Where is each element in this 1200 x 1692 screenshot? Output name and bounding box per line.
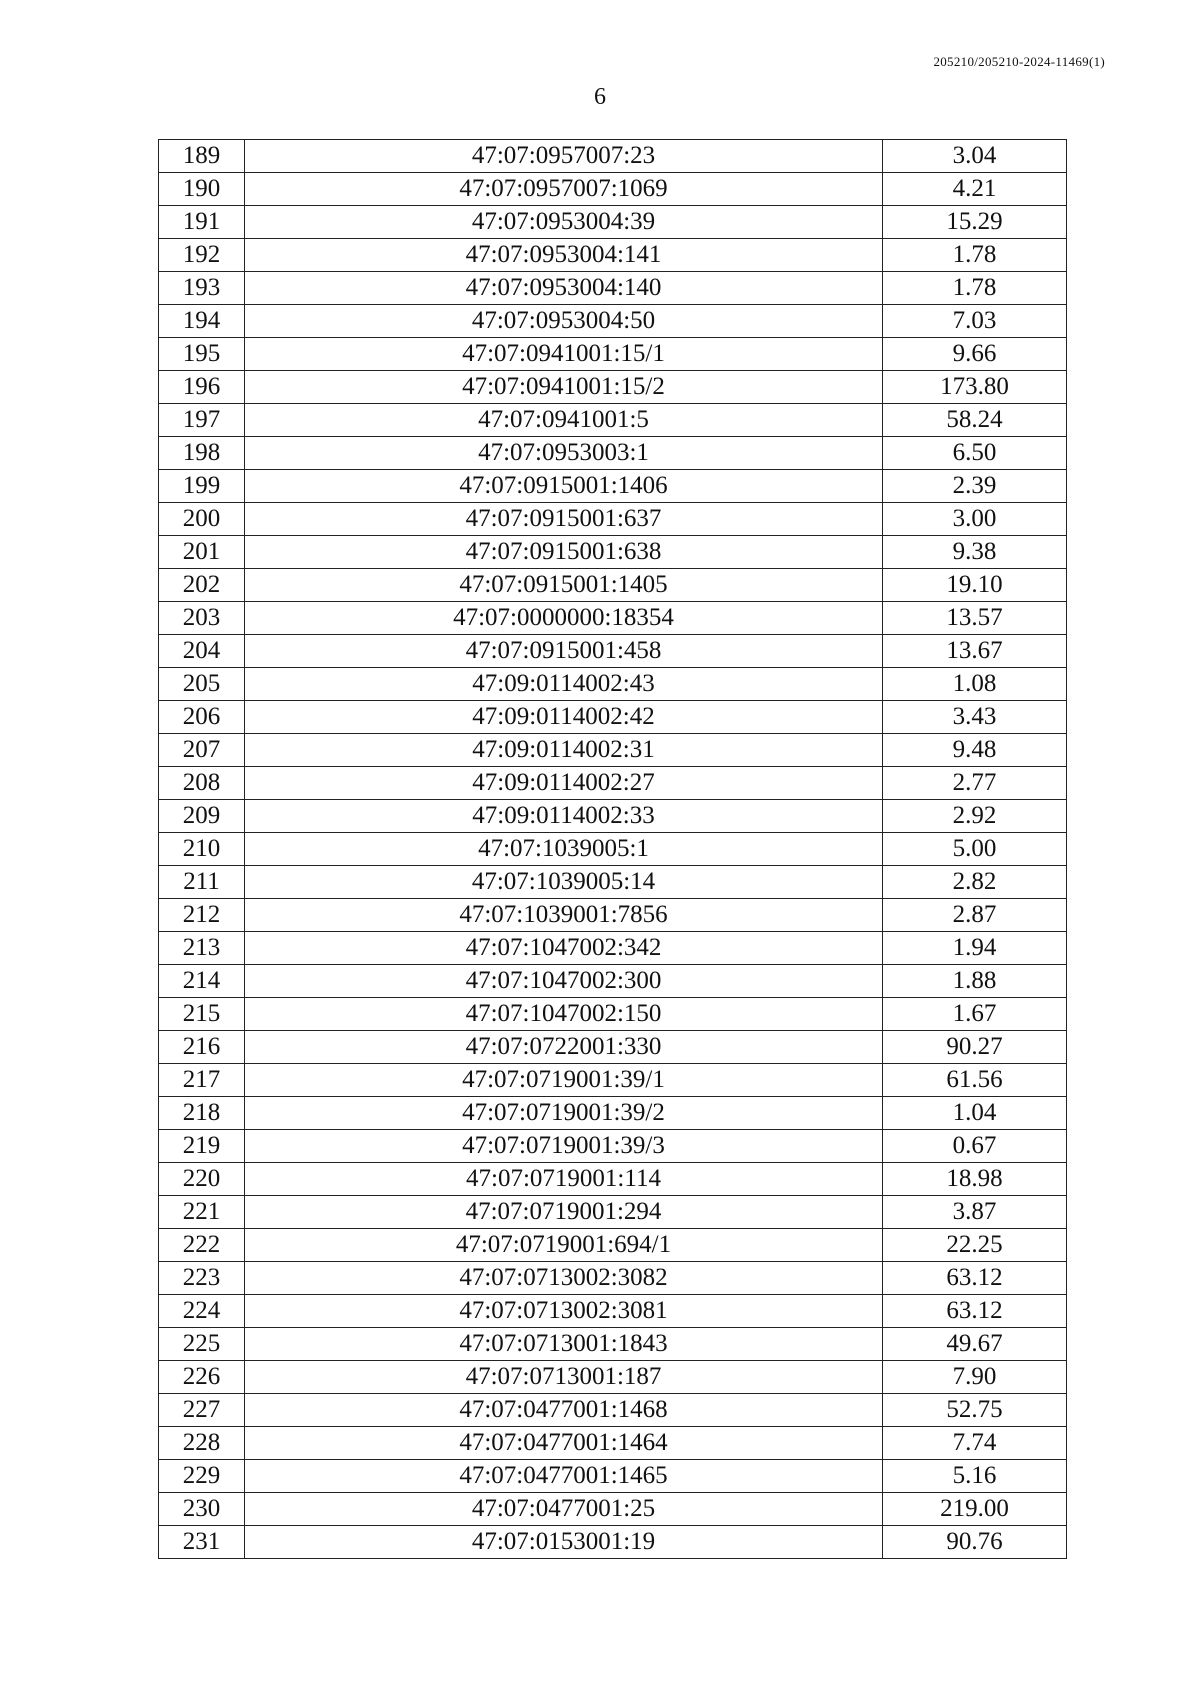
table-row bbox=[159, 1460, 1067, 1493]
area-cell: 19.10 bbox=[883, 569, 1067, 602]
cadastral-number-cell: 47:09:0114002:27 bbox=[245, 767, 883, 800]
cadastral-number-cell: 47:07:1039005:14 bbox=[245, 866, 883, 899]
cadastral-number-cell: 47:07:0153001:19 bbox=[245, 1526, 883, 1559]
row-number-cell: 203 bbox=[159, 602, 245, 635]
area-cell: 13.57 bbox=[883, 602, 1067, 635]
cadastral-number-cell: 47:07:0713001:1843 bbox=[245, 1328, 883, 1361]
cadastral-number-cell: 47:07:1047002:300 bbox=[245, 965, 883, 998]
table-row bbox=[159, 404, 1067, 437]
row-number-cell: 205 bbox=[159, 668, 245, 701]
area-cell: 2.77 bbox=[883, 767, 1067, 800]
row-number-cell: 207 bbox=[159, 734, 245, 767]
area-cell: 1.94 bbox=[883, 932, 1067, 965]
area-cell: 63.12 bbox=[883, 1262, 1067, 1295]
cadastral-number-cell: 47:07:0915001:638 bbox=[245, 536, 883, 569]
area-cell: 9.66 bbox=[883, 338, 1067, 371]
row-number-cell: 227 bbox=[159, 1394, 245, 1427]
cadastral-number-cell: 47:07:0477001:1468 bbox=[245, 1394, 883, 1427]
table-row bbox=[159, 338, 1067, 371]
table-row bbox=[159, 932, 1067, 965]
area-cell: 6.50 bbox=[883, 437, 1067, 470]
row-number-cell: 194 bbox=[159, 305, 245, 338]
table-row bbox=[159, 1493, 1067, 1526]
row-number-cell: 231 bbox=[159, 1526, 245, 1559]
area-cell: 1.04 bbox=[883, 1097, 1067, 1130]
cadastral-number-cell: 47:07:0719001:114 bbox=[245, 1163, 883, 1196]
table-row bbox=[159, 1196, 1067, 1229]
row-number-cell: 196 bbox=[159, 371, 245, 404]
cadastral-number-cell: 47:07:0713002:3082 bbox=[245, 1262, 883, 1295]
table-row bbox=[159, 668, 1067, 701]
row-number-cell: 222 bbox=[159, 1229, 245, 1262]
area-cell: 90.76 bbox=[883, 1526, 1067, 1559]
row-number-cell: 201 bbox=[159, 536, 245, 569]
table-row bbox=[159, 1097, 1067, 1130]
table-row bbox=[159, 1394, 1067, 1427]
cadastral-number-cell: 47:09:0114002:33 bbox=[245, 800, 883, 833]
cadastral-number-cell: 47:07:0953004:140 bbox=[245, 272, 883, 305]
cadastral-number-cell: 47:07:0477001:25 bbox=[245, 1493, 883, 1526]
row-number-cell: 206 bbox=[159, 701, 245, 734]
table-row bbox=[159, 1229, 1067, 1262]
cadastral-number-cell: 47:07:0722001:330 bbox=[245, 1031, 883, 1064]
cadastral-number-cell: 47:07:0957007:23 bbox=[245, 140, 883, 173]
area-cell: 3.00 bbox=[883, 503, 1067, 536]
row-number-cell: 211 bbox=[159, 866, 245, 899]
table-row bbox=[159, 1427, 1067, 1460]
area-cell: 49.67 bbox=[883, 1328, 1067, 1361]
row-number-cell: 216 bbox=[159, 1031, 245, 1064]
area-cell: 3.04 bbox=[883, 140, 1067, 173]
cadastral-number-cell: 47:07:1039005:1 bbox=[245, 833, 883, 866]
row-number-cell: 228 bbox=[159, 1427, 245, 1460]
area-cell: 5.00 bbox=[883, 833, 1067, 866]
area-cell: 7.74 bbox=[883, 1427, 1067, 1460]
area-cell: 90.27 bbox=[883, 1031, 1067, 1064]
row-number-cell: 204 bbox=[159, 635, 245, 668]
row-number-cell: 230 bbox=[159, 1493, 245, 1526]
row-number-cell: 199 bbox=[159, 470, 245, 503]
area-cell: 173.80 bbox=[883, 371, 1067, 404]
table-row bbox=[159, 569, 1067, 602]
row-number-cell: 213 bbox=[159, 932, 245, 965]
cadastral-number-cell: 47:09:0114002:42 bbox=[245, 701, 883, 734]
area-cell: 1.78 bbox=[883, 239, 1067, 272]
table-row bbox=[159, 734, 1067, 767]
row-number-cell: 225 bbox=[159, 1328, 245, 1361]
row-number-cell: 214 bbox=[159, 965, 245, 998]
area-cell: 5.16 bbox=[883, 1460, 1067, 1493]
table-row bbox=[159, 1295, 1067, 1328]
cadastral-number-cell: 47:07:0941001:5 bbox=[245, 404, 883, 437]
table-row bbox=[159, 767, 1067, 800]
area-cell: 52.75 bbox=[883, 1394, 1067, 1427]
row-number-cell: 215 bbox=[159, 998, 245, 1031]
cadastral-number-cell: 47:07:0719001:694/1 bbox=[245, 1229, 883, 1262]
cadastral-number-cell: 47:07:0719001:39/1 bbox=[245, 1064, 883, 1097]
area-cell: 2.39 bbox=[883, 470, 1067, 503]
row-number-cell: 202 bbox=[159, 569, 245, 602]
cadastral-number-cell: 47:07:0915001:1405 bbox=[245, 569, 883, 602]
table-row bbox=[159, 173, 1067, 206]
page-number: 6 bbox=[594, 84, 606, 110]
row-number-cell: 209 bbox=[159, 800, 245, 833]
area-cell: 3.43 bbox=[883, 701, 1067, 734]
parcels-table bbox=[158, 139, 1067, 1559]
table-row bbox=[159, 272, 1067, 305]
table-row bbox=[159, 371, 1067, 404]
area-cell: 7.03 bbox=[883, 305, 1067, 338]
table-row bbox=[159, 701, 1067, 734]
row-number-cell: 224 bbox=[159, 1295, 245, 1328]
row-number-cell: 220 bbox=[159, 1163, 245, 1196]
area-cell: 1.88 bbox=[883, 965, 1067, 998]
row-number-cell: 190 bbox=[159, 173, 245, 206]
table-row bbox=[159, 635, 1067, 668]
area-cell: 7.90 bbox=[883, 1361, 1067, 1394]
table-row bbox=[159, 1130, 1067, 1163]
cadastral-number-cell: 47:07:0477001:1464 bbox=[245, 1427, 883, 1460]
row-number-cell: 219 bbox=[159, 1130, 245, 1163]
table-row bbox=[159, 437, 1067, 470]
table-row bbox=[159, 140, 1067, 173]
cadastral-number-cell: 47:07:0953004:39 bbox=[245, 206, 883, 239]
row-number-cell: 226 bbox=[159, 1361, 245, 1394]
row-number-cell: 189 bbox=[159, 140, 245, 173]
area-cell: 58.24 bbox=[883, 404, 1067, 437]
row-number-cell: 208 bbox=[159, 767, 245, 800]
table-row bbox=[159, 503, 1067, 536]
cadastral-number-cell: 47:07:1047002:342 bbox=[245, 932, 883, 965]
area-cell: 3.87 bbox=[883, 1196, 1067, 1229]
cadastral-number-cell: 47:07:0915001:637 bbox=[245, 503, 883, 536]
table-row bbox=[159, 866, 1067, 899]
parcels-table-body bbox=[159, 140, 1067, 1559]
row-number-cell: 197 bbox=[159, 404, 245, 437]
cadastral-number-cell: 47:07:0713002:3081 bbox=[245, 1295, 883, 1328]
area-cell: 219.00 bbox=[883, 1493, 1067, 1526]
area-cell: 18.98 bbox=[883, 1163, 1067, 1196]
cadastral-number-cell: 47:07:0719001:39/3 bbox=[245, 1130, 883, 1163]
row-number-cell: 223 bbox=[159, 1262, 245, 1295]
cadastral-number-cell: 47:07:1047002:150 bbox=[245, 998, 883, 1031]
row-number-cell: 229 bbox=[159, 1460, 245, 1493]
cadastral-number-cell: 47:07:0915001:1406 bbox=[245, 470, 883, 503]
cadastral-number-cell: 47:07:0915001:458 bbox=[245, 635, 883, 668]
cadastral-number-cell: 47:07:0713001:187 bbox=[245, 1361, 883, 1394]
row-number-cell: 195 bbox=[159, 338, 245, 371]
table-row bbox=[159, 470, 1067, 503]
cadastral-number-cell: 47:07:0477001:1465 bbox=[245, 1460, 883, 1493]
area-cell: 0.67 bbox=[883, 1130, 1067, 1163]
table-row bbox=[159, 1526, 1067, 1559]
table-row bbox=[159, 1163, 1067, 1196]
cadastral-number-cell: 47:07:0941001:15/2 bbox=[245, 371, 883, 404]
area-cell: 61.56 bbox=[883, 1064, 1067, 1097]
area-cell: 9.48 bbox=[883, 734, 1067, 767]
row-number-cell: 193 bbox=[159, 272, 245, 305]
table-row bbox=[159, 1361, 1067, 1394]
cadastral-number-cell: 47:07:0000000:18354 bbox=[245, 602, 883, 635]
row-number-cell: 191 bbox=[159, 206, 245, 239]
table-row bbox=[159, 965, 1067, 998]
cadastral-number-cell: 47:07:0953003:1 bbox=[245, 437, 883, 470]
cadastral-number-cell: 47:09:0114002:31 bbox=[245, 734, 883, 767]
table-row bbox=[159, 1064, 1067, 1097]
table-row bbox=[159, 602, 1067, 635]
area-cell: 9.38 bbox=[883, 536, 1067, 569]
row-number-cell: 217 bbox=[159, 1064, 245, 1097]
table-row bbox=[159, 800, 1067, 833]
row-number-cell: 192 bbox=[159, 239, 245, 272]
area-cell: 13.67 bbox=[883, 635, 1067, 668]
area-cell: 15.29 bbox=[883, 206, 1067, 239]
table-row bbox=[159, 536, 1067, 569]
area-cell: 2.82 bbox=[883, 866, 1067, 899]
area-cell: 1.78 bbox=[883, 272, 1067, 305]
row-number-cell: 198 bbox=[159, 437, 245, 470]
table-row bbox=[159, 206, 1067, 239]
cadastral-number-cell: 47:07:0941001:15/1 bbox=[245, 338, 883, 371]
table-row bbox=[159, 1031, 1067, 1064]
row-number-cell: 212 bbox=[159, 899, 245, 932]
table-row bbox=[159, 1328, 1067, 1361]
cadastral-number-cell: 47:09:0114002:43 bbox=[245, 668, 883, 701]
table-row bbox=[159, 899, 1067, 932]
area-cell: 4.21 bbox=[883, 173, 1067, 206]
cadastral-number-cell: 47:07:0953004:50 bbox=[245, 305, 883, 338]
area-cell: 2.87 bbox=[883, 899, 1067, 932]
area-cell: 1.67 bbox=[883, 998, 1067, 1031]
table-row bbox=[159, 833, 1067, 866]
area-cell: 22.25 bbox=[883, 1229, 1067, 1262]
cadastral-number-cell: 47:07:0719001:294 bbox=[245, 1196, 883, 1229]
table-row bbox=[159, 1262, 1067, 1295]
table-row bbox=[159, 305, 1067, 338]
row-number-cell: 200 bbox=[159, 503, 245, 536]
cadastral-number-cell: 47:07:0719001:39/2 bbox=[245, 1097, 883, 1130]
cadastral-number-cell: 47:07:0957007:1069 bbox=[245, 173, 883, 206]
cadastral-number-cell: 47:07:1039001:7856 bbox=[245, 899, 883, 932]
area-cell: 1.08 bbox=[883, 668, 1067, 701]
area-cell: 63.12 bbox=[883, 1295, 1067, 1328]
cadastral-number-cell: 47:07:0953004:141 bbox=[245, 239, 883, 272]
row-number-cell: 218 bbox=[159, 1097, 245, 1130]
table-row bbox=[159, 239, 1067, 272]
row-number-cell: 210 bbox=[159, 833, 245, 866]
area-cell: 2.92 bbox=[883, 800, 1067, 833]
document-id: 205210/205210-2024-11469(1) bbox=[933, 54, 1105, 69]
table-row bbox=[159, 998, 1067, 1031]
row-number-cell: 221 bbox=[159, 1196, 245, 1229]
